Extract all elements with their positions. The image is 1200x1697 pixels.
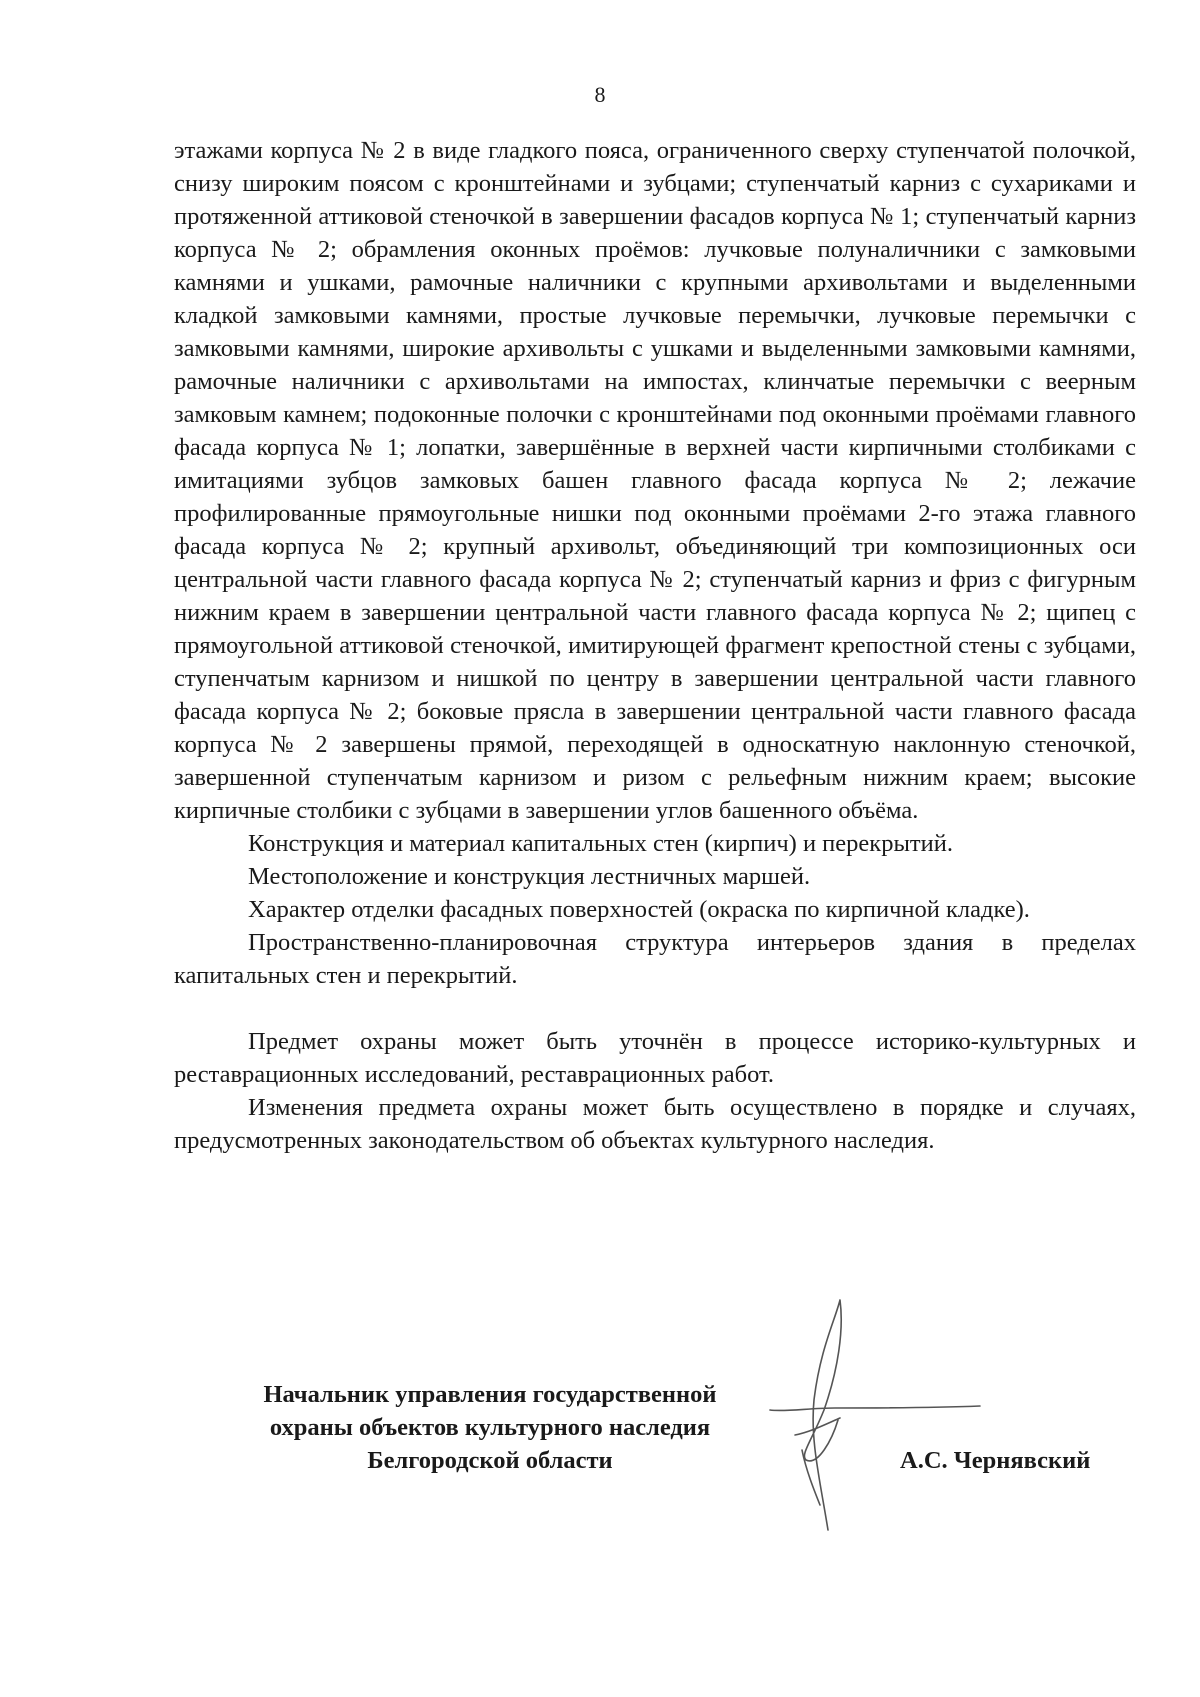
signatory-title bbox=[200, 1378, 780, 1477]
paragraph-protection-items: этажами корпуса № 2 в виде гладкого пояса, ограниченного сверху ступенчатой полочкой, снизу широким поясом с кронштейнами и зубцами; ступенчатый карниз с сухариками и протяженной аттиковой стеночкой в завершении фасадов корпуса № 1; ступенчатый карниз корпуса № 2; обрамления оконных проёмов: лучковые полуналичники с замковыми камнями и ушками, рамочные наличники с крупными архивольтами и выделенными кладкой замковыми камнями, простые лучковые перемычки, лучковые перемычки с замковыми камнями, широкие архивольты с ушками и выделенными замковыми камнями, рамочные наличники с архивольтами на импостах, клинчатые перемычки с веерным замковым камнем; подоконные полочки с кронштейнами под оконными проёмами главного фасада корпуса № 1; лопатки, завершённые в верхней части кирпичными столбиками с имитациями зубцов замковых башен главного фасада корпуса № 2; лежачие профилированные прямоугольные нишки под оконными проёмами 2-го этажа главного фасада корпуса № 2; крупный архивольт, объединяющий три композиционных оси центральной части главного фасада корпуса № 2; ступенчатый карниз и фриз с фигурным нижним краем в завершении центральной части главного фасада корпуса № 2; щипец с прямоугольной аттиковой стеночкой, имитирующей фрагмент крепостной стены с зубцами, ступенчатым карнизом и нишкой по центру в завершении центральной части главного фасада корпуса № 2; боковые прясла в завершении центральной части главного фасада корпуса № 2 завершены прямой, переходящей в односкатную наклонную стеночкой, завершенной ступенчатым карнизом и ризом с рельефным нижним краем; высокие кирпичные столбики с зубцами в завершении углов башенного объёма. bbox=[174, 137, 1136, 824]
paragraph-walls: Конструкция и материал капитальных стен (кирпич) и перекрытий. bbox=[248, 830, 953, 857]
signatory-title-line-2: охраны объектов культурного наследия bbox=[269, 1414, 711, 1441]
signatory-name: А.С. Чернявский bbox=[900, 1447, 1091, 1474]
document-body bbox=[174, 134, 1136, 1157]
paragraph-facade-finish: Характер отделки фасадных поверхностей (окраска по кирпичной кладке). bbox=[248, 896, 1030, 923]
paragraph-changes: Изменения предмета охраны может быть осуществлено в порядке и случаях, предусмотренных законодательством об объектах культурного наследия. bbox=[174, 1094, 1136, 1154]
paragraph-stairs: Местоположение и конструкция лестничных маршей. bbox=[248, 863, 811, 890]
signatory-title-line-3: Белгородской области bbox=[367, 1447, 613, 1474]
paragraph-clarification: Предмет охраны может быть уточнён в процессе историко-культурных и реставрационных исследований, реставрационных работ. bbox=[174, 1028, 1136, 1088]
paragraph-interior-structure: Пространственно-планировочная структура интерьеров здания в пределах капитальных стен и перекрытий. bbox=[174, 929, 1136, 989]
handwritten-signature bbox=[740, 1290, 1000, 1540]
page-number: 8 bbox=[594, 82, 606, 107]
paragraph-gap bbox=[174, 992, 1136, 1025]
signatory-title-line-1: Начальник управления государственной bbox=[263, 1381, 717, 1408]
